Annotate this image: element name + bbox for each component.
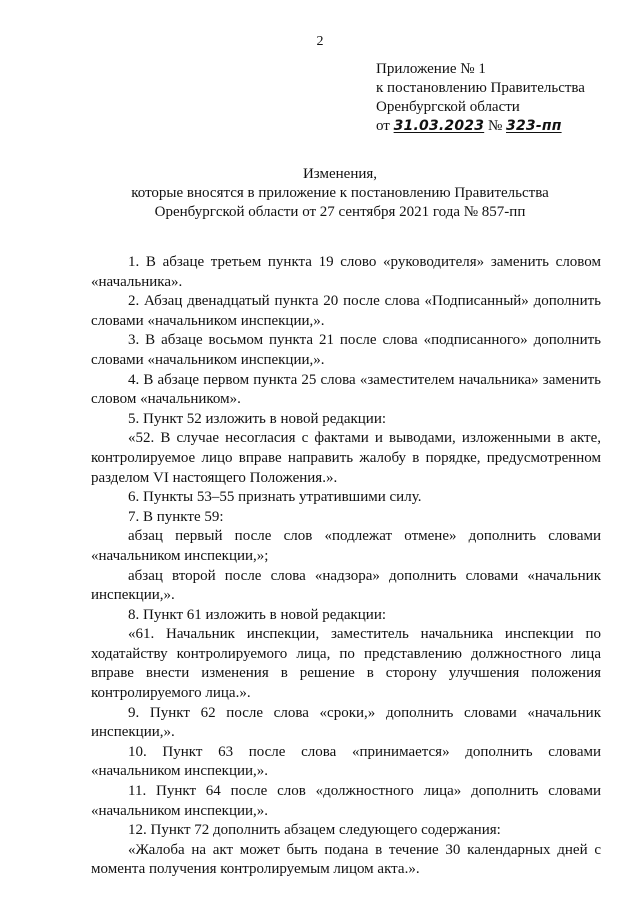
date-prefix: от — [376, 118, 390, 134]
paragraph-12-quote: «Жалоба на акт может быть подана в течение 30 календарных дней с момента получения контролируемым лицом акта.». — [91, 841, 601, 878]
paragraph-10: 10. Пункт 63 после слова «принимается» дополнить словами «начальником инспекции,». — [91, 743, 601, 780]
paragraph-7-sub-2: абзац второй после слова «надзора» дополнить словами «начальник инспекции,». — [91, 567, 601, 604]
paragraph-8: 8. Пункт 61 изложить в новой редакции: — [128, 606, 387, 623]
appendix-header — [376, 60, 626, 136]
paragraph-1: 1. В абзаце третьем пункта 19 слово «руководителя» заменить словом «начальника». — [91, 254, 601, 290]
handwritten-date: 31.03.2023 — [393, 118, 485, 134]
title-line-1: Изменения, — [302, 166, 378, 182]
paragraph-9: 9. Пункт 62 после слова «сроки,» дополнить словами «начальник инспекции,». — [91, 704, 601, 741]
paragraph-3: 3. В абзаце восьмом пункта 21 после слова «подписанного» дополнить словами «начальником инспекции,». — [91, 332, 601, 368]
paragraph-4: 4. В абзаце первом пункта 25 слова «заместителем начальника» заменить словом «начальником». — [91, 371, 601, 408]
page-number: 2 — [316, 34, 324, 49]
paragraph-5: 5. Пункт 52 изложить в новой редакции: — [128, 410, 387, 427]
title-line-2: которые вносятся в приложение к постановлению Правительства — [131, 185, 549, 201]
appendix-date-number-line — [376, 117, 626, 136]
paragraph-8-quote: «61. Начальник инспекции, заместитель начальника инспекции по ходатайству контролируемого лица, по представлению должностного лица вправе внести изменения в решение в сторону улучшения положения контролируемого лица.». — [91, 626, 601, 702]
paragraph-12: 12. Пункт 72 дополнить абзацем следующего содержания: — [128, 822, 501, 839]
paragraph-7-sub-1: абзац первый после слов «подлежат отмене» дополнить словами «начальником инспекции,»; — [91, 528, 601, 564]
document-title — [80, 165, 600, 222]
paragraph-6: 6. Пункты 53–55 признать утратившими силу. — [128, 489, 422, 506]
handwritten-number: 323-пп — [506, 118, 562, 134]
appendix-region-line: Оренбургской области — [376, 99, 520, 115]
paragraph-2: 2. Абзац двенадцатый пункта 20 после слова «Подписанный» дополнить словами «начальником инспекции,». — [91, 293, 601, 329]
paragraph-7: 7. В пункте 59: — [128, 508, 224, 525]
paragraph-11: 11. Пункт 64 после слов «должностного лица» дополнить словами «начальником инспекции,». — [91, 783, 601, 819]
document-body — [91, 253, 601, 880]
appendix-resolution-line: к постановлению Правительства — [376, 80, 585, 96]
number-prefix: № — [487, 118, 503, 134]
paragraph-5-quote: «52. В случае несогласия с фактами и выводами, изложенными в акте, контролируемое лицо вправе направить жалобу в порядке, предусмотренном разделом VI настоящего Положения.». — [91, 430, 601, 486]
appendix-title: Приложение № 1 — [376, 61, 486, 77]
title-line-3: Оренбургской области от 27 сентября 2021 года № 857-пп — [154, 204, 526, 220]
